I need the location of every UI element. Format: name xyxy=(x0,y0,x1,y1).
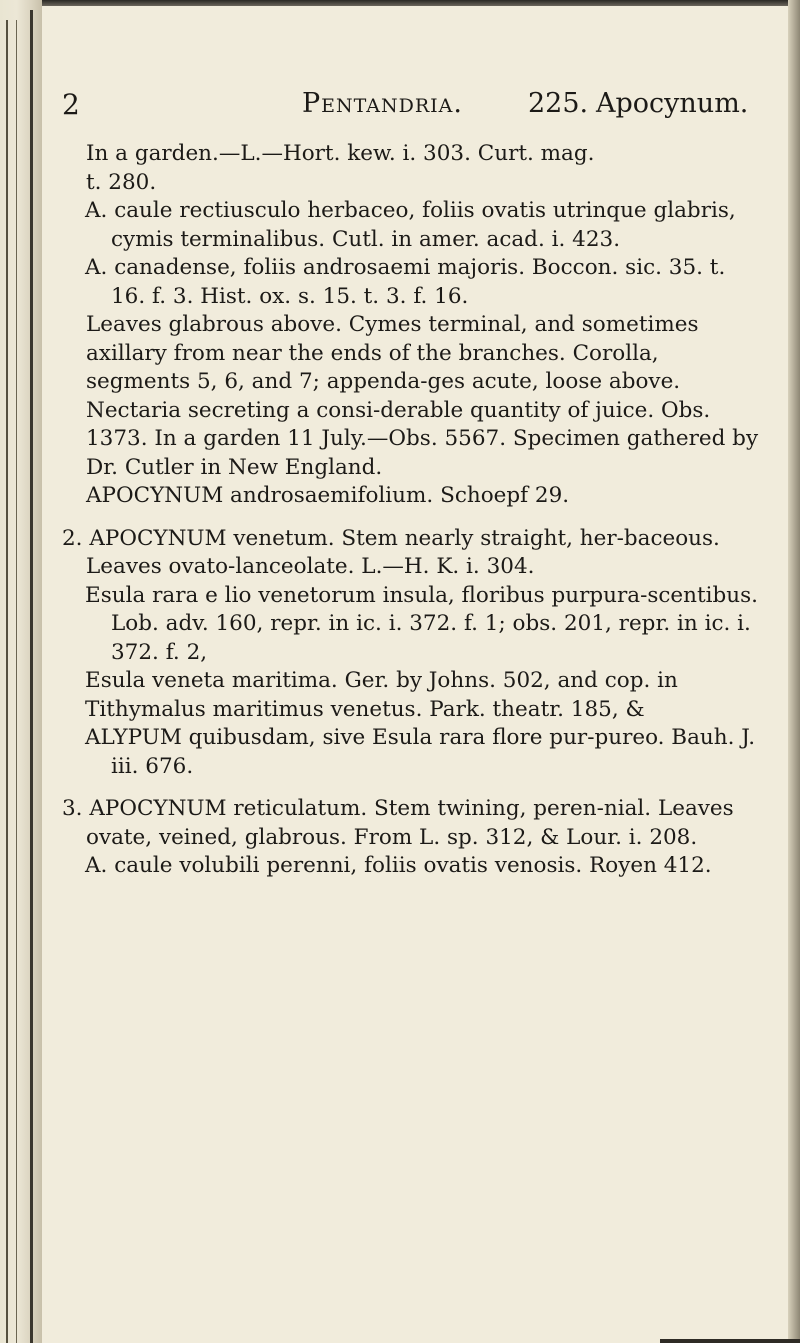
binding-line xyxy=(30,10,33,1343)
species-3-heading: 3. APOCYNUM reticulatum. Stem twining, peren-nial. Leaves ovate, veined, glabrous. From L. sp. 312, & Lour. i. 208. xyxy=(62,796,734,850)
species-2-heading: 2. APOCYNUM venetum. Stem nearly straight, her-baceous. Leaves ovato-lanceolate. L.—H. K. i. 304. xyxy=(62,525,720,579)
intro-line: In a garden.—L.—Hort. kew. i. 303. Curt. mag. xyxy=(86,141,595,166)
species-3-synonym: A. caule volubili perenni, foliis ovatis venosis. Royen 412. xyxy=(85,853,712,878)
binding-line xyxy=(16,20,17,1343)
species-2-synonym: ALYPUM quibusdam, sive Esula rara flore pur-pureo. Bauh. J. iii. 676. xyxy=(85,725,756,779)
binding-line xyxy=(6,20,8,1343)
page-number: 2 xyxy=(62,88,80,121)
schoepf-reference: APOCYNUM androsaemifolium. Schoepf 29. xyxy=(86,483,570,508)
running-header xyxy=(62,78,762,140)
intro-line-2: t. 280. xyxy=(86,169,157,195)
synonym-paragraph: A. caule rectiusculo herbaceo, foliis ovatis utrinque glabris, cymis terminalibus. Cutl. in amer. acad. i. 423. xyxy=(85,198,736,252)
synonym-paragraph: A. canadense, foliis androsaemi majoris. Boccon. sic. 35. t. 16. f. 3. Hist. ox. s. 15. t. 3. f. 16. xyxy=(85,255,726,309)
species-2-synonym: Tithymalus maritimus venetus. Park. theatr. 185, & xyxy=(85,696,645,722)
page-bottom-edge xyxy=(660,1339,800,1343)
description-paragraph: Leaves glabrous above. Cymes terminal, and sometimes axillary from near the ends of the branches. Corolla, segments 5, 6, and 7; appenda-ges acute, loose above. Nectaria secreting a consi-derable quantity of juice. Obs. 1373. In a garden 11 July.—Obs. 5567. Specimen gathered by Dr. Cutler in New England. xyxy=(86,312,759,480)
page-right-edge xyxy=(788,0,800,1343)
species-2-synonym: Esula rara e lio venetorum insula, floribus purpura-scentibus. Lob. adv. 160, repr. in ic. i. 372. f. 1; obs. 201, repr. in ic. i. 372. f. 2, xyxy=(85,582,758,665)
book-binding xyxy=(0,0,42,1343)
book-page xyxy=(62,78,762,881)
section-number: 225. xyxy=(528,88,589,119)
species-2-synonym: Esula veneta maritima. Ger. by Johns. 502, and cop. in xyxy=(85,668,678,693)
class-heading: Pentandria. xyxy=(302,88,463,119)
page-top-edge xyxy=(0,0,800,6)
genus-name: Apocynum. xyxy=(596,88,749,119)
